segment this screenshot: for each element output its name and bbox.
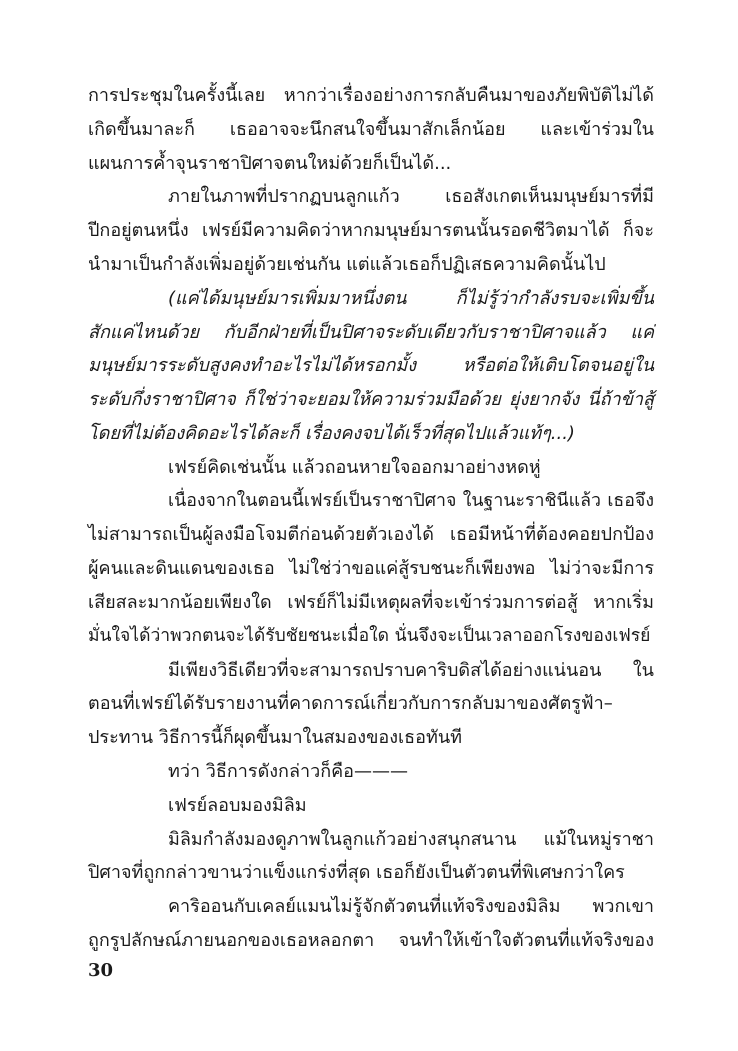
text-line: ปีกอยู่ตนหนึ่ง เฟรย์มีความคิดว่าหากมนุษย์มารตนนั้นรอดชีวิตมาได้ ก็จะ [88, 220, 654, 242]
text-line: การประชุมในครั้งนี้เลย หากว่าเรื่องอย่างการกลับคืนมาของภัยพิบัติไม่ได้ [88, 85, 654, 106]
text-line: โดยที่ไม่ต้องคิดอะไรได้ละก็ เรื่องคงจบได้เร็วที่สุดไปแล้วแท้ๆ...) [88, 422, 575, 444]
page-number: 30 [88, 960, 114, 981]
text-line: เสียสละมากน้อยเพียงใด เฟรย์ก็ไม่มีเหตุผลที่จะเข้าร่วมการต่อสู้ หากเริ่ม [88, 591, 654, 613]
text-line: เกิดขึ้นมาละก็ เธออาจจะนึกสนใจขึ้นมาสักเล็กน้อย และเข้าร่วมใน [88, 118, 654, 140]
text-line: มั่นใจได้ว่าพวกตนจะได้รับชัยชนะเมื่อใด นั่นจึงจะเป็นเวลาออกโรงของเฟรย์ [88, 625, 651, 646]
text-line: เนื่องจากในตอนนี้เฟรย์เป็นราชาปิศาจ ในฐานะราชินีแล้ว เธอจึง [168, 490, 654, 511]
text-line: เฟรย์ลอบมองมิลิม [168, 794, 307, 816]
text-line: ระดับกึ่งราชาปิศาจ ก็ใช่ว่าจะยอมให้ความร่วมมือด้วย ยุ่งยากจัง นี่ถ้าข้าสู้ [88, 389, 654, 411]
text-line: ไม่สามารถเป็นผู้ลงมือโจมตีก่อนด้วยตัวเองได้ เธอมีหน้าที่ต้องคอยปกป้อง [88, 524, 654, 546]
text-line: เฟรย์คิดเช่นนั้น แล้วถอนหายใจออกมาอย่างหดหู่ [168, 456, 541, 478]
page-body [88, 79, 654, 958]
text-line: ผู้คนและดินแดนของเธอ ไม่ใช่ว่าขอแค่สู้รบชนะก็เพียงพอ ไม่ว่าจะมีการ [88, 558, 654, 580]
text-line: ภายในภาพที่ปรากฏบนลูกแก้ว เธอสังเกตเห็นมนุษย์มารที่มี [168, 186, 654, 208]
text-line: ปิศาจที่ถูกกล่าวขานว่าแข็งแกร่งที่สุด เธอก็ยังเป็นตัวตนที่พิเศษกว่าใคร [88, 862, 625, 884]
text-line: แผนการค้ำจุนราชาปิศาจตนใหม่ด้วยก็เป็นได้... [88, 152, 452, 174]
text-line: นำมาเป็นกำลังเพิ่มอยู่ด้วยเช่นกัน แต่แล้วเธอก็ปฏิเสธความคิดนั้นไป [88, 253, 606, 275]
text-line: สักแค่ไหนด้วย กับอีกฝ่ายที่เป็นปิศาจระดับเดียวกับราชาปิศาจแล้ว แค่ [88, 321, 654, 343]
text-line: ทว่า วิธีการดังกล่าวก็คือ——— [168, 760, 408, 782]
text-line: มีเพียงวิธีเดียวที่จะสามารถปราบคาริบดิสได้อย่างแน่นอน ใน [168, 659, 654, 681]
text-line: ประทาน วิธีการนี้ก็ผุดขึ้นมาในสมองของเธอทันที [88, 727, 462, 749]
text-line: ถูกรูปลักษณ์ภายนอกของเธอหลอกตา จนทำให้เข้าใจตัวตนที่แท้จริงของ [88, 929, 654, 951]
text-line: (แค่ได้มนุษย์มารเพิ่มมาหนึ่งตน ก็ไม่รู้ว่ากำลังรบจะเพิ่มขึ้น [168, 287, 654, 309]
text-line: มิลิมกำลังมองดูภาพในลูกแก้วอย่างสนุกสนาน แม้ในหมู่ราชา [168, 828, 654, 850]
text-line: คาริออนกับเคลย์แมนไม่รู้จักตัวตนที่แท้จริงของมิลิม พวกเขา [168, 896, 654, 918]
text-line: มนุษย์มารระดับสูงคงทำอะไรไม่ได้หรอกมั้ง หรือต่อให้เติบโตจนอยู่ใน [88, 355, 654, 377]
text-line: ตอนที่เฟรย์ได้รับรายงานที่คาดการณ์เกี่ยวกับการกลับมาของศัตรูฟ้า– [88, 693, 613, 715]
